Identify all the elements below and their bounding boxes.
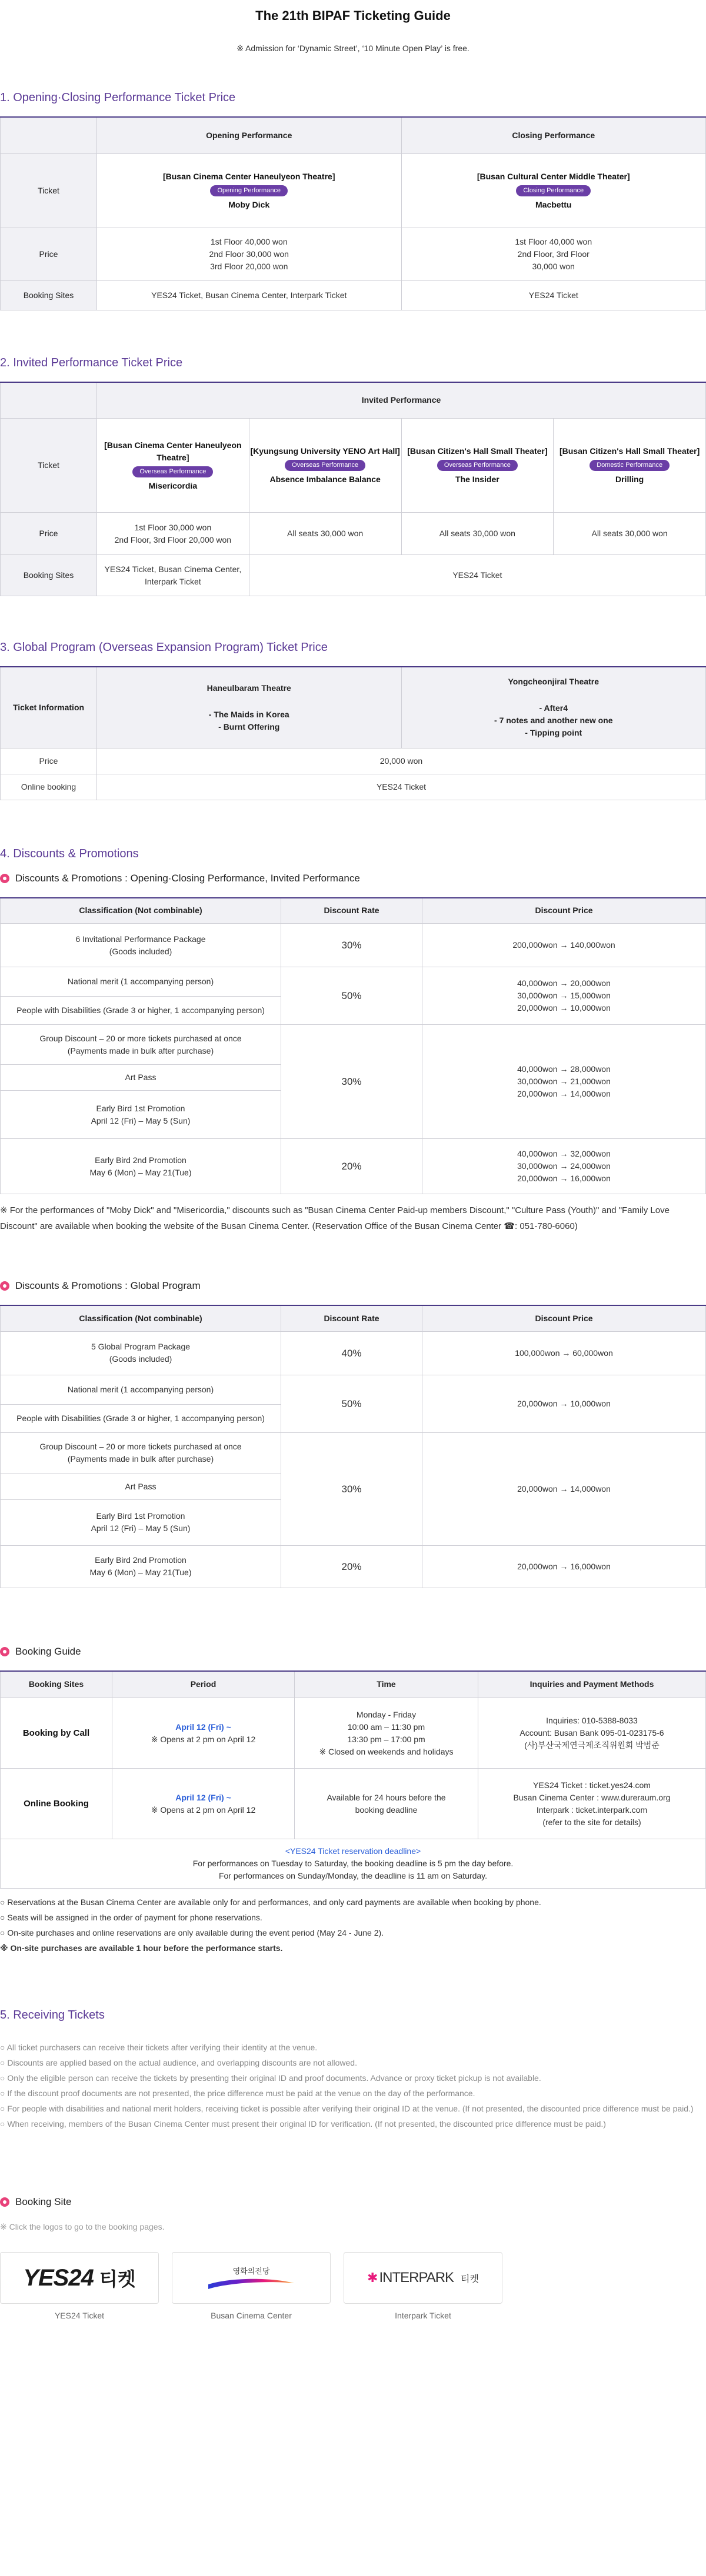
logo-row	[0, 2252, 706, 2320]
classification-cell: Art Pass	[1, 1065, 281, 1091]
section-booking-site	[0, 2196, 706, 2320]
text-line: Early Bird 2nd Promotion	[95, 1555, 187, 1565]
bullet-circle-icon	[0, 874, 9, 883]
price-line: 1st Floor 40,000 won	[210, 236, 288, 246]
col-header: Classification (Not combinable)	[1, 898, 281, 924]
price-line: 20,000won → 14,000won	[517, 1089, 611, 1098]
rate-cell: 30%	[281, 1025, 422, 1139]
yes24-logo-icon: YES24	[23, 2264, 94, 2291]
ticket-cell	[554, 419, 706, 513]
text-line: Group Discount – 20 or more tickets purchased at once	[39, 1442, 242, 1451]
venue: [Busan Cinema Center Haneulyeon Theatre]	[104, 440, 242, 462]
interpark-logo-suffix: 티켓	[461, 2273, 479, 2284]
price-cell	[97, 513, 249, 555]
badge: Closing Performance	[516, 185, 591, 196]
section-title: 4. Discounts & Promotions	[0, 847, 139, 860]
text-line: (Payments made in bulk after purchase)	[67, 1454, 214, 1464]
row-label: Booking by Call	[1, 1698, 112, 1769]
busan-cinema-logo-link[interactable]	[172, 2252, 331, 2304]
classification-cell	[1, 1432, 281, 1474]
section-title: 3. Global Program (Overseas Expansion Program) Ticket Price	[0, 641, 328, 654]
invited-table	[0, 382, 706, 597]
logo-hint: ※ Click the logos to go to the booking pages.	[0, 2222, 165, 2231]
period-cell	[112, 1698, 295, 1769]
col-header: Period	[112, 1671, 295, 1698]
price-line: 1st Floor 40,000 won	[515, 236, 592, 246]
price-cell: All seats 30,000 won	[249, 513, 401, 555]
section-global	[0, 641, 706, 800]
ticket-cell	[401, 419, 554, 513]
venue: [Busan Cultural Center Middle Theater]	[477, 171, 630, 181]
subsection-title	[0, 873, 706, 884]
note-item: ○ Seats will be assigned in the order of payment for phone reservations.	[0, 1913, 262, 1922]
time-cell: Available for 24 hours before the booking deadline	[295, 1769, 478, 1839]
classification-cell: People with Disabilities (Grade 3 or higher, 1 accompanying person)	[1, 997, 281, 1025]
inquiry-link[interactable]: Interpark : ticket.interpark.com	[536, 1805, 648, 1815]
sites-cell: YES24 Ticket	[97, 774, 706, 800]
corner-cell	[1, 117, 97, 153]
venue-cell	[97, 667, 402, 748]
price-cell	[422, 967, 706, 1025]
text-line: April 12 (Fri) – May 5 (Sun)	[91, 1115, 191, 1125]
col-header: Opening Performance	[97, 117, 402, 153]
opening-closing-table	[0, 116, 706, 310]
price-cell: 20,000won → 10,000won	[422, 1375, 706, 1432]
section-booking-guide	[0, 1646, 706, 1956]
classification-cell	[1, 1545, 281, 1588]
rate-cell: 40%	[281, 1331, 422, 1375]
period-date: April 12 (Fri) ~	[175, 1792, 231, 1802]
subsection-label: Booking Site	[15, 2196, 72, 2207]
text-line: Early Bird 1st Promotion	[96, 1103, 185, 1113]
show-name: Drilling	[615, 475, 644, 484]
text-line: 6 Invitational Performance Package	[75, 934, 206, 944]
ticket-cell	[97, 153, 402, 228]
period-date: April 12 (Fri) ~	[175, 1722, 231, 1732]
price-cell: All seats 30,000 won	[554, 513, 706, 555]
price-line: 30,000won → 21,000won	[517, 1077, 611, 1086]
price-line: 30,000 won	[532, 261, 575, 271]
price-line: 30,000won → 15,000won	[517, 991, 611, 1000]
logo-busan-cinema	[172, 2252, 331, 2320]
subsection-label: Booking Guide	[15, 1645, 81, 1657]
subsection-label: Discounts & Promotions : Opening·Closing Performance, Invited Performance	[15, 872, 360, 884]
ticket-cell	[401, 153, 706, 228]
col-header: Classification (Not combinable)	[1, 1305, 281, 1331]
section-discounts	[0, 847, 706, 1588]
row-label: Booking Sites	[1, 280, 97, 310]
row-label: Online Booking	[1, 1769, 112, 1839]
ticket-cell	[97, 419, 249, 513]
inquiry-link[interactable]: Busan Cinema Center : www.dureraum.org	[513, 1792, 671, 1802]
badge: Overseas Performance	[285, 460, 365, 471]
show-name: Misericordia	[148, 480, 198, 490]
col-header: Inquiries and Payment Methods	[478, 1671, 706, 1698]
time-line: Monday - Friday	[356, 1709, 417, 1719]
row-label: Ticket	[1, 419, 97, 513]
logo-caption: Interpark Ticket	[395, 2311, 451, 2320]
price-cell	[401, 228, 706, 280]
note-item: ○ Reservations at the Busan Cinema Center are available only for and performances, and only card payments are available when booking by phone.	[0, 1897, 541, 1907]
discount-table-main	[0, 897, 706, 1195]
section-invited	[0, 356, 706, 597]
row-label: Price	[1, 228, 97, 280]
time-line: ※ Closed on weekends and holidays	[319, 1746, 454, 1756]
bullet-circle-icon	[0, 1647, 9, 1656]
price-cell: 20,000won → 16,000won	[422, 1545, 706, 1588]
deadline-title: <YES24 Ticket reservation deadline>	[285, 1846, 421, 1856]
show-name: Absence Imbalance Balance	[269, 475, 381, 484]
text-line: Early Bird 2nd Promotion	[95, 1155, 187, 1165]
classification-cell	[1, 1499, 281, 1545]
section-title: 2. Invited Performance Ticket Price	[0, 356, 183, 369]
inquiry-line: (refer to the site for details)	[542, 1817, 641, 1827]
row-label: Ticket Information	[1, 667, 97, 748]
interpark-star-icon: ✱	[367, 2270, 378, 2285]
badge: Overseas Performance	[437, 460, 518, 471]
inquiry-line: Account: Busan Bank 095-01-023175-6	[519, 1728, 664, 1738]
text-line: 5 Global Program Package	[91, 1342, 191, 1351]
classification-cell	[1, 1091, 281, 1139]
price-line: 3rd Floor 20,000 won	[210, 261, 288, 271]
bullet-circle-icon	[0, 1281, 9, 1291]
section-receiving	[0, 2009, 706, 2131]
show-name: - 7 notes and another new one	[494, 716, 613, 726]
venue: Yongcheonjiral Theatre	[508, 677, 600, 687]
interpark-logo-text: INTERPARK	[379, 2270, 454, 2286]
section-opening-closing	[0, 91, 706, 310]
venue: [Busan Cinema Center Haneulyeon Theatre]	[162, 171, 335, 181]
page-title: The 21th BIPAF Ticketing Guide	[255, 8, 451, 23]
text-line: April 12 (Fri) – May 5 (Sun)	[91, 1523, 191, 1533]
busan-cinema-logo-text: 영화의전당	[232, 2267, 270, 2276]
row-label: Ticket	[1, 153, 97, 228]
price-line: 40,000won → 28,000won	[517, 1064, 611, 1074]
time-line: 10:00 am – 11:30 pm	[347, 1722, 425, 1732]
venue: [Kyungsung University YENO Art Hall]	[250, 446, 400, 456]
col-header: Discount Rate	[281, 898, 422, 924]
col-header: Booking Sites	[1, 1671, 112, 1698]
note-item: ○ All ticket purchasers can receive their tickets after verifying their identity at the venue.	[0, 2043, 318, 2052]
period-cell	[112, 1769, 295, 1839]
free-admission-notice: ※ Admission for ‘Dynamic Street’, ‘10 Minute Open Play’ is free.	[237, 44, 469, 53]
classification-cell	[1, 924, 281, 967]
deadline-line: For performances on Sunday/Monday, the deadline is 11 am on Saturday.	[218, 1871, 488, 1880]
note-item: ○ If the discount proof documents are not presented, the price difference must be paid at the venue on the day of the performance.	[0, 2089, 475, 2098]
logo-yes24	[0, 2252, 159, 2320]
subsection-title	[0, 2196, 706, 2208]
col-header: Time	[295, 1671, 478, 1698]
period-note: ※ Opens at 2 pm on April 12	[151, 1805, 256, 1815]
corner-cell	[1, 382, 97, 419]
col-header: Discount Rate	[281, 1305, 422, 1331]
note-item: ○ Only the eligible person can receive the tickets by presenting their original ID and proof documents. Advance or proxy ticket pickup is not available.	[0, 2073, 541, 2083]
price-line: 20,000won → 10,000won	[517, 1003, 611, 1013]
receiving-notes	[0, 2040, 706, 2131]
rate-cell: 50%	[281, 1375, 422, 1432]
sites-cell: YES24 Ticket	[401, 280, 706, 310]
text-line: (Goods included)	[109, 1354, 172, 1364]
row-label: Online booking	[1, 774, 97, 800]
price-line: 20,000won → 16,000won	[517, 1174, 611, 1183]
inquiry-cell	[478, 1769, 706, 1839]
classification-cell: Group Discount – 20 or more tickets purchased at once (Payments made in bulk after purchase)	[1, 1025, 281, 1065]
price-line: 2nd Floor, 3rd Floor	[517, 249, 590, 259]
booking-table	[0, 1670, 706, 1889]
price-cell	[422, 1139, 706, 1194]
classification-cell	[1, 1139, 281, 1194]
price-cell	[422, 1025, 706, 1139]
subsection-title	[0, 1280, 706, 1292]
col-header: Closing Performance	[401, 117, 706, 153]
discount-note: ※ For the performances of "Moby Dick" and "Misericordia," discounts such as "Busan Cinema Center Paid-up members Discount," "Culture Pass (Youth)" and "Family Love Discount" are available when booking the website of the Busan Cinema Center. (Reservation Office of the Busan Cinema Center ☎: 051-780-6060)	[0, 1205, 670, 1231]
text-line: Early Bird 1st Promotion	[96, 1511, 185, 1521]
inquiry-link[interactable]: YES24 Ticket : ticket.yes24.com	[533, 1780, 651, 1790]
price-cell	[97, 228, 402, 280]
row-label: Price	[1, 513, 97, 555]
show-name: The Insider	[455, 475, 499, 484]
yes24-logo-suffix: 티켓	[99, 2268, 136, 2290]
sites-cell: YES24 Ticket	[249, 555, 705, 596]
classification-cell: People with Disabilities (Grade 3 or higher, 1 accompanying person)	[1, 1404, 281, 1432]
classification-cell: Art Pass	[1, 1474, 281, 1499]
rate-cell: 20%	[281, 1545, 422, 1588]
col-header: Invited Performance	[97, 382, 706, 419]
col-header: Discount Price	[422, 898, 706, 924]
booking-notes	[0, 1895, 706, 1956]
row-label: Price	[1, 748, 97, 774]
price-cell: 100,000won → 60,000won	[422, 1331, 706, 1375]
price-line: 30,000won → 24,000won	[517, 1161, 611, 1171]
col-header: Discount Price	[422, 1305, 706, 1331]
sites-cell: YES24 Ticket, Busan Cinema Center, Interpark Ticket	[97, 555, 249, 596]
price-line: 2nd Floor 30,000 won	[209, 249, 289, 259]
bullet-circle-icon	[0, 2197, 9, 2207]
price-line: 40,000won → 20,000won	[517, 978, 611, 988]
logo-caption: YES24 Ticket	[54, 2311, 105, 2320]
price-cell: All seats 30,000 won	[401, 513, 554, 555]
price-cell: 20,000won → 14,000won	[422, 1432, 706, 1545]
venue: [Busan Citizen's Hall Small Theater]	[559, 446, 700, 456]
inquiry-cell	[478, 1698, 706, 1769]
yes24-logo-link[interactable]	[0, 2252, 159, 2304]
price-line: 40,000won → 32,000won	[517, 1149, 611, 1158]
venue: Haneulbaram Theatre	[207, 683, 291, 693]
logo-interpark	[344, 2252, 502, 2320]
section-title: 5. Receiving Tickets	[0, 2009, 105, 2022]
note-item: ○ For people with disabilities and national merit holders, receiving ticket is possible after verifying their original ID at the venue. (If not presented, the discounted price difference must be paid.)	[0, 2104, 694, 2113]
note-item: ○ When receiving, members of the Busan Cinema Center must present their original ID for verification. (If not presented, the discounted price difference must be paid.)	[0, 2119, 606, 2129]
global-table	[0, 666, 706, 800]
show-name: Macbettu	[535, 199, 572, 209]
deadline-line: For performances on Tuesday to Saturday, the booking deadline is 5 pm the day before.	[192, 1859, 514, 1868]
venue-cell	[401, 667, 706, 748]
note-item-strong: ※ On-site purchases are available 1 hour before the performance starts.	[0, 1943, 283, 1953]
text-line: (Goods included)	[109, 946, 172, 956]
rate-cell: 30%	[281, 924, 422, 967]
show-name: - The Maids in Korea	[208, 709, 289, 719]
time-line: 13:30 pm – 17:00 pm	[347, 1734, 425, 1744]
badge: Domestic Performance	[590, 460, 670, 471]
price-cell: 20,000 won	[97, 748, 706, 774]
row-label: Booking Sites	[1, 555, 97, 596]
badge: Opening Performance	[210, 185, 288, 196]
section-title: 1. Opening·Closing Performance Ticket Price	[0, 91, 236, 104]
classification-cell	[1, 1331, 281, 1375]
show-name: - Burnt Offering	[218, 721, 280, 731]
rate-cell: 50%	[281, 967, 422, 1025]
period-note: ※ Opens at 2 pm on April 12	[151, 1734, 256, 1744]
venue: [Busan Citizen's Hall Small Theater]	[407, 446, 548, 456]
inquiry-line: Inquiries: 010-5388-8033	[546, 1716, 638, 1725]
interpark-logo-link[interactable]	[344, 2252, 502, 2304]
subsection-label: Discounts & Promotions : Global Program	[15, 1280, 201, 1291]
text-line: May 6 (Mon) – May 21(Tue)	[89, 1568, 192, 1577]
discount-table-global	[0, 1305, 706, 1588]
text-line: May 6 (Mon) – May 21(Tue)	[89, 1167, 192, 1177]
time-cell	[295, 1698, 478, 1769]
classification-cell: National merit (1 accompanying person)	[1, 967, 281, 997]
logo-caption: Busan Cinema Center	[211, 2311, 292, 2320]
sites-cell: YES24 Ticket, Busan Cinema Center, Interpark Ticket	[97, 280, 402, 310]
rate-cell: 20%	[281, 1139, 422, 1194]
rate-cell: 30%	[281, 1432, 422, 1545]
classification-cell: National merit (1 accompanying person)	[1, 1375, 281, 1404]
price-line: 1st Floor 30,000 won	[134, 522, 212, 532]
show-name: Moby Dick	[228, 199, 270, 209]
show-name: - Tipping point	[525, 728, 582, 738]
badge: Overseas Performance	[132, 466, 213, 477]
show-name: - After4	[539, 703, 568, 713]
price-line: 2nd Floor, 3rd Floor 20,000 won	[114, 534, 232, 544]
note-item: ○ Discounts are applied based on the actual audience, and overlapping discounts are not allowed.	[0, 2058, 357, 2067]
note-item: ○ On-site purchases and online reservations are only available during the event period (May 24 - June 2).	[0, 1928, 384, 1937]
price-cell: 200,000won → 140,000won	[422, 924, 706, 967]
inquiry-line: (사)부산국제연극제조직위원회 박범준	[524, 1740, 660, 1750]
deadline-cell	[1, 1839, 706, 1889]
busan-cinema-logo-icon	[207, 2276, 295, 2291]
ticket-cell	[249, 419, 401, 513]
subsection-title	[0, 1646, 706, 1658]
